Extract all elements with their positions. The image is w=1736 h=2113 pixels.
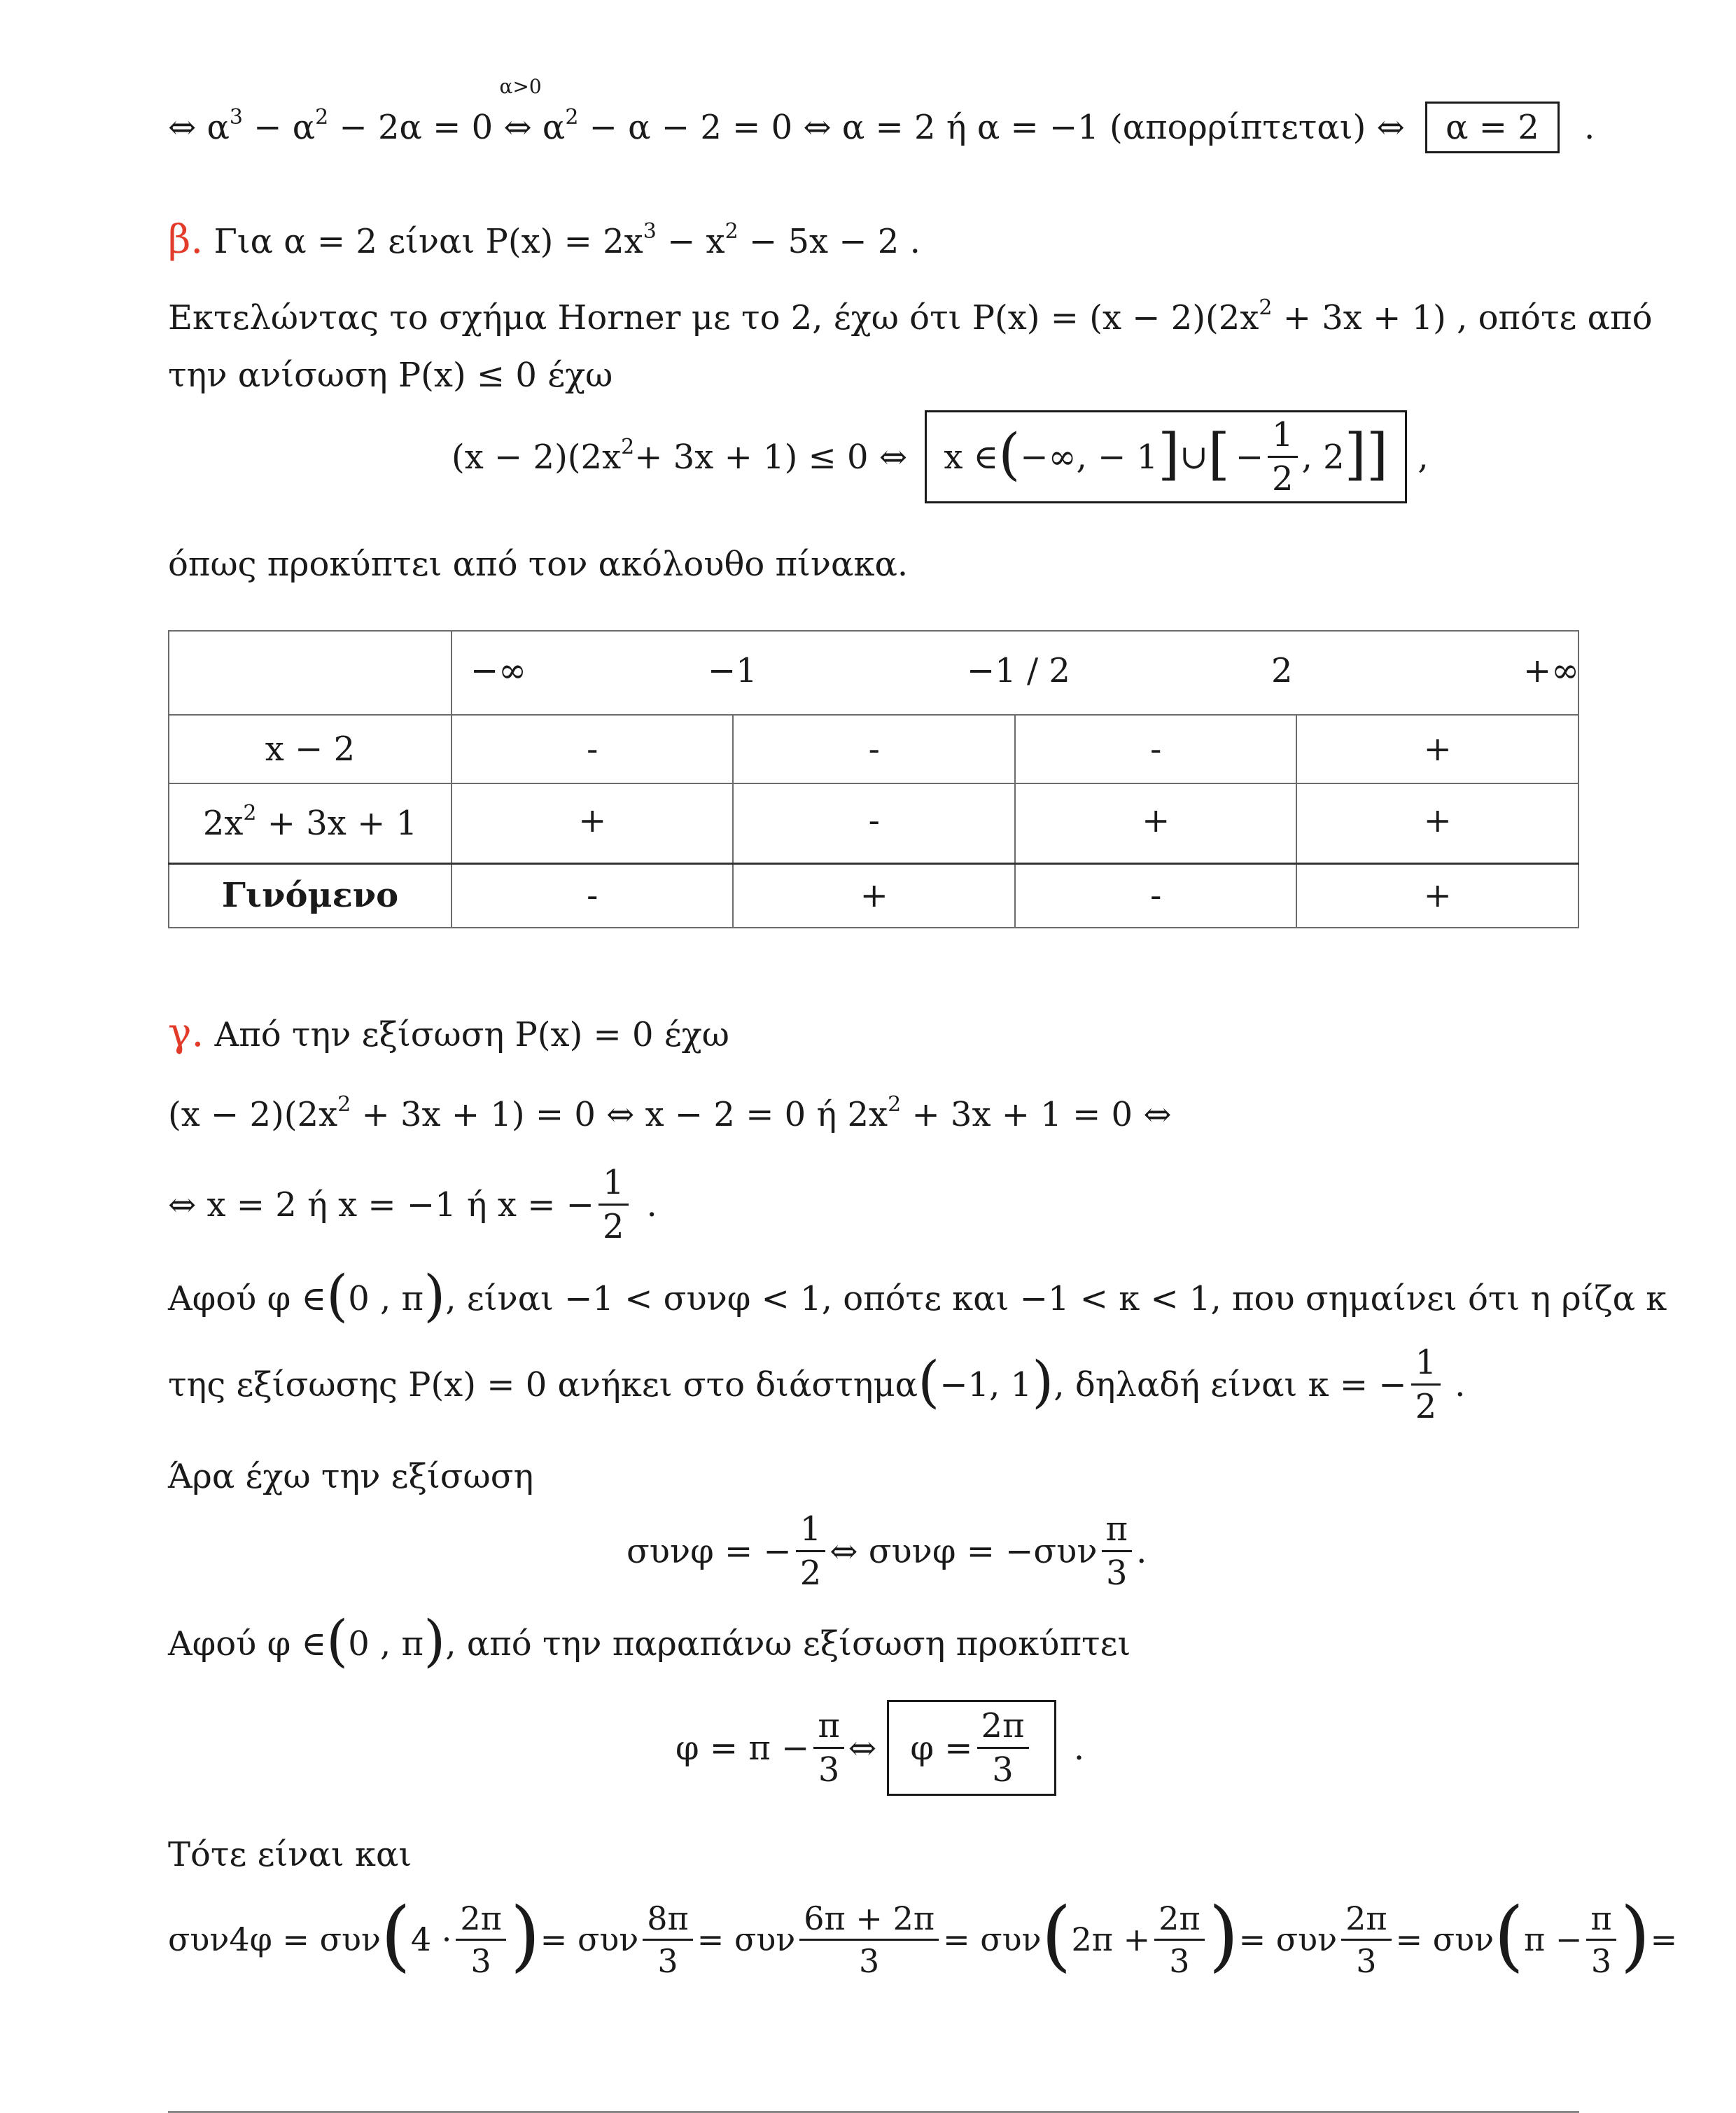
afou-line-3: Αφού φ ∈(0 , π), από την παραπάνω εξίσωση προκύπτει — [168, 1608, 1131, 1673]
header-two: 2 — [1270, 651, 1293, 690]
fraction: $\frac{1}{2}$ — [598, 1166, 629, 1243]
fraction: $\frac{\pi}{3}$ — [813, 1709, 844, 1787]
sign-cell: + — [1296, 715, 1578, 783]
sign-cell: - — [1015, 715, 1297, 783]
fraction: $\frac{8\pi}{3}$ — [643, 1902, 693, 1977]
equation-roots-1: $(x - 2)(2x^2 + 3x + 1) = 0$ ⇔ x − 2 = 0 ή $2x^2 + 3x + 1 = 0$ ⇔ — [168, 1092, 1172, 1134]
sign-cell: + — [1296, 863, 1578, 928]
final-equation: συν4φ = συν(4 · $\frac{2\pi}{3}$ )= συν $\frac{8\pi}{3}$ = συν $\frac{6\pi + 2\pi}{3}$ = συν(2π + $\frac{2\pi}{3}$ )= συν $\frac{2\pi}{3}$ = συν(π − $\frac{\pi}{3}$ )= — [168, 1890, 1678, 1980]
afou-line-1: Αφού φ ∈(0 , π), είναι −1 < συνφ < 1, οπότε και −1 < κ < 1, που σημαίνει ότι η ρίζα κ — [168, 1263, 1667, 1328]
fraction: $\frac{\pi}{3}$ — [1586, 1902, 1616, 1977]
sign-cell: - — [451, 715, 734, 783]
table-corner — [169, 631, 451, 715]
equation-line-1: ⇔ $\alpha^3 - \alpha^2 - 2\alpha = 0$ α>0 ⇔ $\alpha^2 - \alpha - 2 = 0$ ⇔ α = 2 ή α = −1 (απορρίπτεται) ⇔ α = 2 . — [168, 102, 1595, 153]
table-row — [169, 863, 1578, 928]
tote-line: Τότε είναι και — [168, 1835, 412, 1874]
fraction: $\frac{1}{2}$ — [796, 1512, 826, 1590]
table-row — [169, 783, 1578, 863]
double-bracket: ] — [1366, 421, 1389, 487]
fraction: $\frac{2\pi}{3}$ — [1341, 1902, 1392, 1977]
afou-line-2: της εξίσωσης P(x) = 0 ανήκει στο διάστημα(−1, 1), δηλαδή είναι κ = − $\frac{1}{2}$ . — [168, 1343, 1466, 1426]
cos-equation: συνφ = − $\frac{1}{2}$ ⇔ συνφ = −συν $\frac{\pi}{3}$ . — [626, 1509, 1147, 1593]
condition-label: α>0 — [499, 75, 542, 98]
inequality-line: $(x - 2)(2x^2+ 3x + 1) \le 0$ ⇔ x ∈(−∞, − 1]∪[ − $\frac{1}{2}$ , 2]] , — [451, 410, 1429, 503]
table-header-roots — [451, 631, 1578, 715]
sign-cell: + — [451, 783, 734, 863]
result-box-alpha: α = 2 — [1425, 102, 1560, 153]
fraction: $\frac{1}{2}$ — [1268, 418, 1298, 496]
table-intro: όπως προκύπτει από τον ακόλουθο πίνακα. — [168, 545, 909, 584]
eq1-part-a: ⇔ α — [168, 108, 230, 147]
section-label-beta: β. — [168, 217, 204, 263]
result-box-phi: φ = $\frac{2\pi}{3}$ — [887, 1700, 1056, 1796]
header-minus-half: −1 / 2 — [966, 651, 1070, 690]
sign-cell: - — [1015, 863, 1297, 928]
row-label: $2x^2 + 3x + 1$ — [169, 783, 451, 863]
sign-table — [168, 630, 1579, 928]
row-label: x − 2 — [169, 715, 451, 783]
header-minus-one: −1 — [707, 651, 757, 690]
sign-cell: + — [1296, 783, 1578, 863]
equation-roots-2: ⇔ x = 2 ή x = −1 ή x = − $\frac{1}{2}$ . — [168, 1163, 657, 1246]
sign-cell: - — [733, 715, 1015, 783]
fraction: $\frac{6\pi + 2\pi}{3}$ — [799, 1902, 939, 1977]
sign-cell: + — [1015, 783, 1297, 863]
over-arrow: α>0 ⇔ — [499, 75, 542, 147]
fraction: $\frac{2\pi}{3}$ — [1154, 1902, 1205, 1977]
horner-line: Εκτελώντας το σχήμα Horner με το 2, έχω ότι $P(x) = (x - 2)(2x^2 + 3x + 1)$ , οπότε από — [168, 295, 1653, 337]
fraction: $\frac{\pi}{3}$ — [1102, 1512, 1133, 1590]
fraction: $\frac{2\pi}{3}$ — [456, 1902, 506, 1977]
fraction: $\frac{1}{2}$ — [1411, 1346, 1441, 1423]
phi-equation: φ = π − $\frac{\pi}{3}$ ⇔ φ = $\frac{2\pi}{3}$ . — [676, 1700, 1084, 1796]
sign-cell: - — [451, 863, 734, 928]
ara-line: Άρα έχω την εξίσωση — [168, 1457, 534, 1496]
section-gamma: γ. Από την εξίσωση P(x) = 0 έχω — [168, 1010, 729, 1056]
sign-cell: + — [733, 863, 1015, 928]
result-box-interval: x ∈(−∞, − 1]∪[ − $\frac{1}{2}$ , 2]] — [925, 410, 1407, 503]
sign-cell: - — [733, 783, 1015, 863]
fraction: $\frac{2\pi}{3}$ — [977, 1709, 1029, 1787]
row-label: Γινόμενο — [169, 863, 451, 928]
section-beta: β. Για α = 2 είναι $P(x) = 2x^3 - x^2 - 5x - 2$ . — [168, 217, 920, 263]
header-pos-inf: +∞ — [1522, 651, 1580, 690]
horner-line-2: την ανίσωση P(x) ≤ 0 έχω — [168, 356, 613, 395]
section-label-gamma: γ. — [168, 1010, 204, 1056]
table-row — [169, 715, 1578, 783]
header-neg-inf: −∞ — [470, 651, 527, 690]
